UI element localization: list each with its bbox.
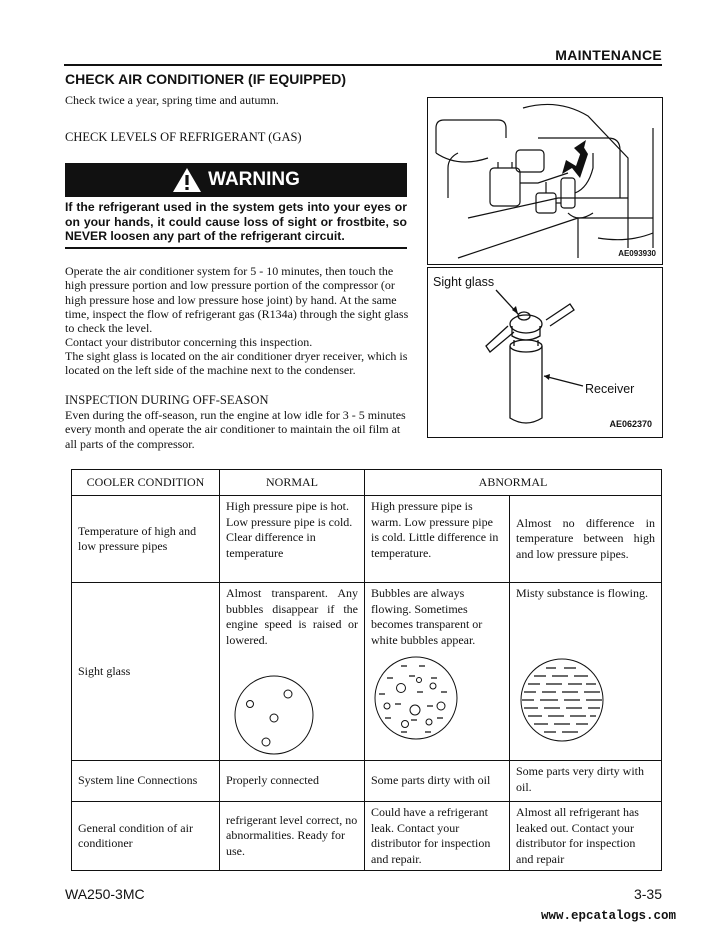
operate-paragraph: Operate the air conditioner system for 5 - 10 minutes, then touch the high pressure portion and low pressure portion of the compressor (or high pressure hose and low pressure hose joint) by hand. At the same time, inspect the flow of refrigerant gas (R134a) through the sight glass to check the level. (65, 264, 409, 336)
header-cooler-condition: COOLER CONDITION (72, 470, 220, 496)
offseason-paragraph: Even during the off-season, run the engine at low idle for 3 - 5 minutes every month and operate the air conditioner to maintain the oil film at all parts of the compressor. (65, 408, 406, 451)
warning-rule (65, 247, 407, 249)
footer-page-number: 3-35 (633, 886, 662, 902)
cell-sight-glass-abnormal-2 (510, 583, 662, 761)
cell-sight-glass-abnormal-1 (365, 583, 510, 761)
table-row (72, 496, 662, 583)
sight-glass-abnormal-2-text: Misty substance is flowing. (516, 586, 648, 600)
section-label: MAINTENANCE (555, 47, 662, 63)
bubbly-sight-glass-icon (371, 656, 461, 740)
warning-title: WARNING (208, 169, 300, 190)
table-row (72, 802, 662, 871)
header-abnormal: ABNORMAL (365, 470, 662, 496)
location-paragraph: The sight glass is located on the air conditioner dryer receiver, which is located on the left side of the machine next to the condenser. (65, 349, 408, 378)
row-label-temperature: Temperature of high and low pressure pipes (72, 496, 220, 583)
table-row (72, 583, 662, 761)
warning-never: NEVER (65, 229, 107, 243)
header-rule (64, 64, 662, 66)
warning-text (65, 200, 407, 244)
intro-text: Check twice a year, spring time and autumn. (65, 93, 279, 107)
warning-text-after: loosen any part of the refrigerant circuit. (107, 229, 345, 243)
cell-connections-abnormal-2: Some parts very dirty with oil. (510, 761, 662, 802)
row-label-connections: System line Connections (72, 761, 220, 802)
location-figure (427, 97, 663, 265)
receiver-drawing (428, 268, 662, 437)
footer-watermark: www.epcatalogs.com (540, 909, 676, 923)
page-title: CHECK AIR CONDITIONER (IF EQUIPPED) (65, 71, 347, 87)
cell-temperature-normal: High pressure pipe is hot. Low pressure pipe is cold. Clear difference in temperature (220, 496, 365, 583)
cell-connections-abnormal-1: Some parts dirty with oil (365, 761, 510, 802)
cell-temperature-abnormal-2: Almost no difference in temperature between high and low pressure pipes. (510, 496, 662, 583)
header-normal: NORMAL (220, 470, 365, 496)
cooler-condition-table (71, 469, 662, 871)
misty-sight-glass-icon (516, 658, 608, 742)
receiver-label: Receiver (585, 382, 635, 396)
cell-general-abnormal-2: Almost all refrigerant has leaked out. Contact your distributor for inspection and repair (510, 802, 662, 871)
warning-triangle-icon (172, 167, 202, 193)
cell-connections-normal: Properly connected (220, 761, 365, 802)
cell-general-normal: refrigerant level correct, no abnormalities. Ready for use. (220, 802, 365, 871)
inspection-heading: INSPECTION DURING OFF-SEASON (65, 393, 269, 407)
warning-banner (65, 163, 407, 197)
footer-model: WA250-3MC (65, 886, 145, 902)
warning-text-before: If the refrigerant used in the system gets into your eyes or on your hands, it could cause loss of sight or frostbite, so (65, 200, 407, 229)
table-row (72, 761, 662, 802)
sub-heading: CHECK LEVELS OF REFRIGERANT (GAS) (65, 130, 302, 144)
clear-sight-glass-icon (228, 674, 320, 756)
contact-paragraph: Contact your distributor concerning this inspection. (65, 335, 313, 349)
top-figure-code: AE093930 (618, 249, 656, 258)
cell-general-abnormal-1: Could have a refrigerant leak. Contact your distributor for inspection and repair. (365, 802, 510, 871)
sight-glass-abnormal-1-text: Bubbles are always flowing. Sometimes becomes transparent or white bubbles appear. (371, 586, 483, 647)
cell-sight-glass-normal (220, 583, 365, 761)
sight-glass-normal-text: Almost transparent. Any bubbles disappear if the engine speed is raised or lowered. (226, 586, 358, 647)
machine-location-drawing (428, 98, 662, 264)
sight-glass-label: Sight glass (433, 275, 495, 289)
row-label-general: General condition of air conditioner (72, 802, 220, 871)
sight-glass-figure (427, 267, 663, 438)
row-label-sight-glass: Sight glass (72, 583, 220, 761)
cell-temperature-abnormal-1: High pressure pipe is warm. Low pressure pipe is cold. Little difference in temperature. (365, 496, 510, 583)
table-header-row (72, 470, 662, 496)
bottom-figure-code: AE062370 (609, 419, 652, 429)
